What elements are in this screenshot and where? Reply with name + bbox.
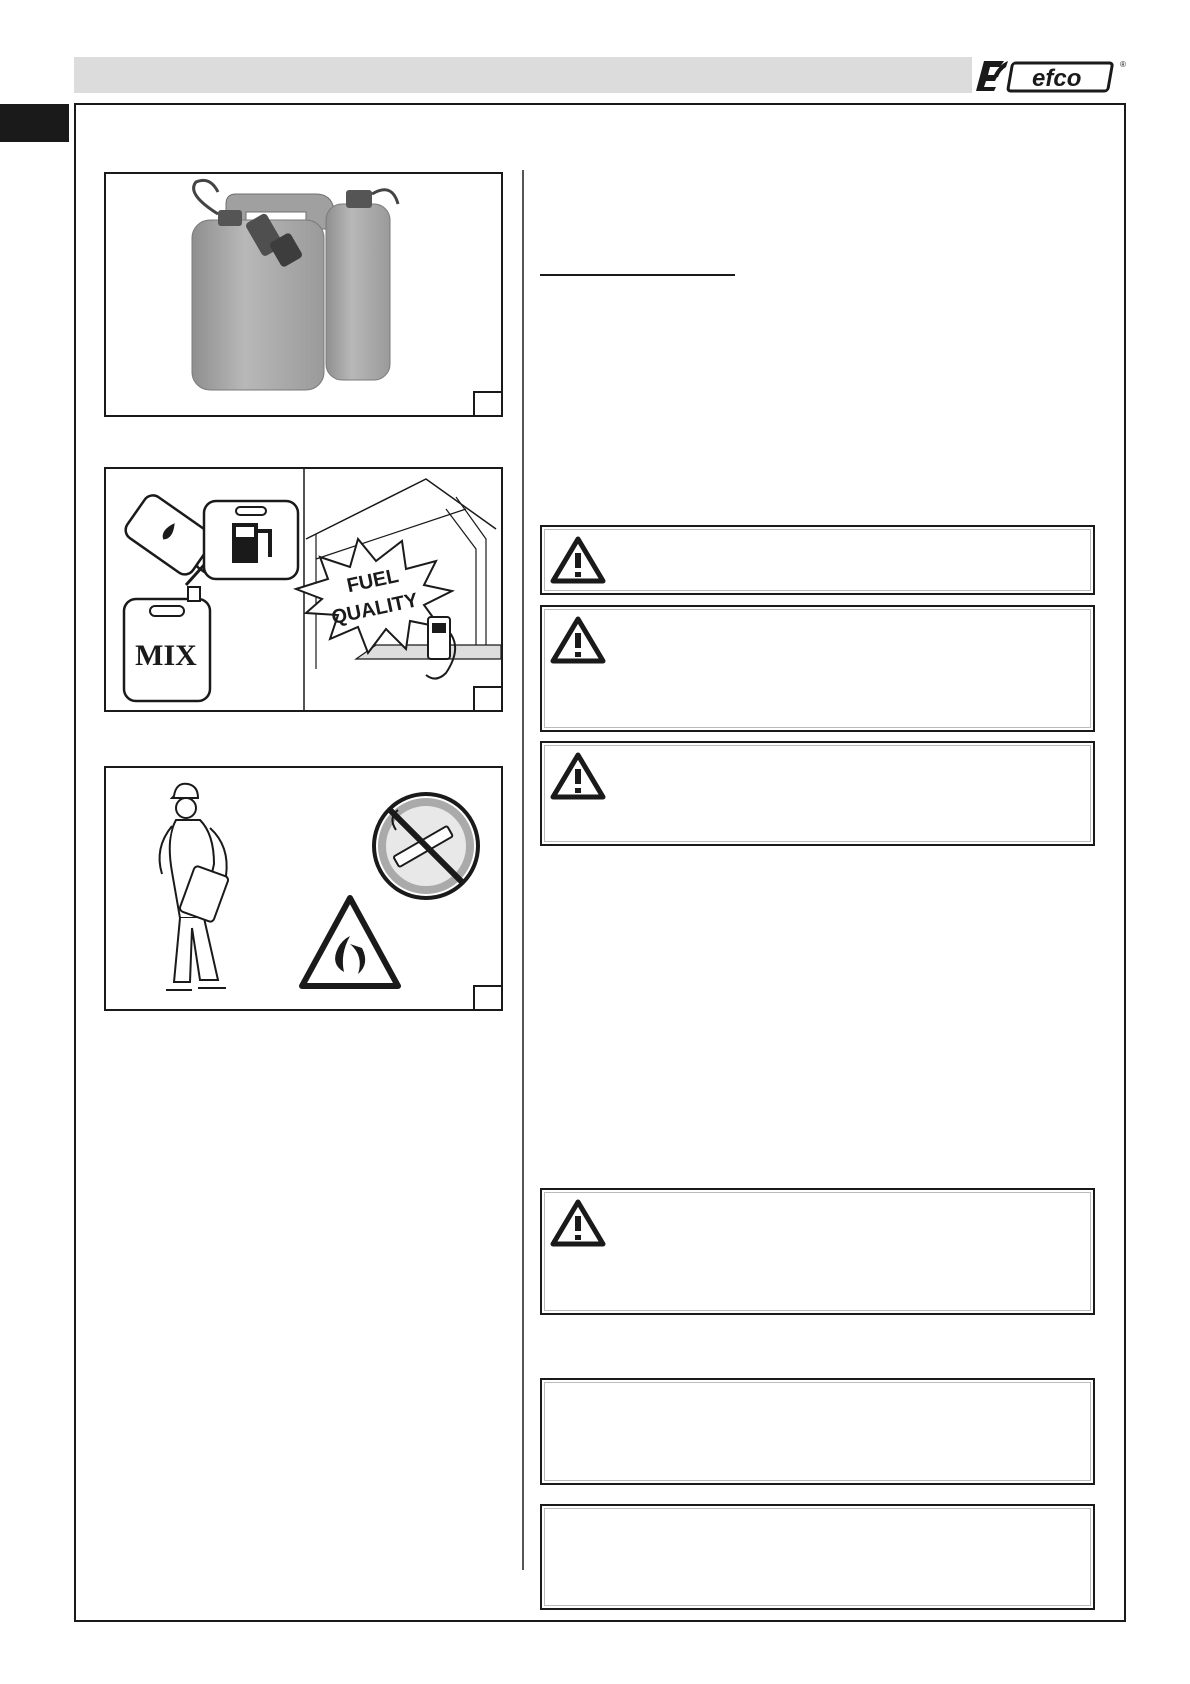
warning-box-1	[540, 525, 1095, 595]
fuel-mix-illustration	[106, 469, 503, 712]
figure-number-box	[473, 391, 501, 415]
figure-number-box	[473, 686, 501, 710]
fuel-can-illustration	[106, 174, 503, 417]
warning-box-3	[540, 741, 1095, 846]
column-divider	[522, 170, 524, 1570]
warning-triangle-icon	[550, 1198, 606, 1248]
heading-underline	[540, 274, 735, 276]
fuel-label: FUEL	[344, 564, 401, 598]
warning-box-2	[540, 605, 1095, 732]
figure-fuel-mix	[104, 467, 503, 712]
figure-fuel-can	[104, 172, 503, 417]
quality-label: QUALITY	[329, 589, 420, 630]
brand-text: efco	[1032, 65, 1082, 92]
header-bar	[74, 57, 972, 93]
efco-logo	[970, 55, 1132, 97]
mix-label: MIX	[135, 639, 197, 672]
figure-fuel-safety	[104, 766, 503, 1011]
language-tab	[0, 104, 69, 142]
flammable-icon	[302, 898, 398, 986]
warning-triangle-icon	[550, 751, 606, 801]
fuel-safety-illustration	[106, 768, 503, 1011]
note-box-1	[540, 1378, 1095, 1485]
warning-triangle-icon	[550, 535, 606, 585]
registered-mark: ®	[1120, 60, 1126, 69]
note-box-2	[540, 1504, 1095, 1610]
figure-number-box	[473, 985, 501, 1009]
warning-triangle-icon	[550, 615, 606, 665]
warning-box-4	[540, 1188, 1095, 1315]
no-smoking-icon	[374, 794, 478, 898]
